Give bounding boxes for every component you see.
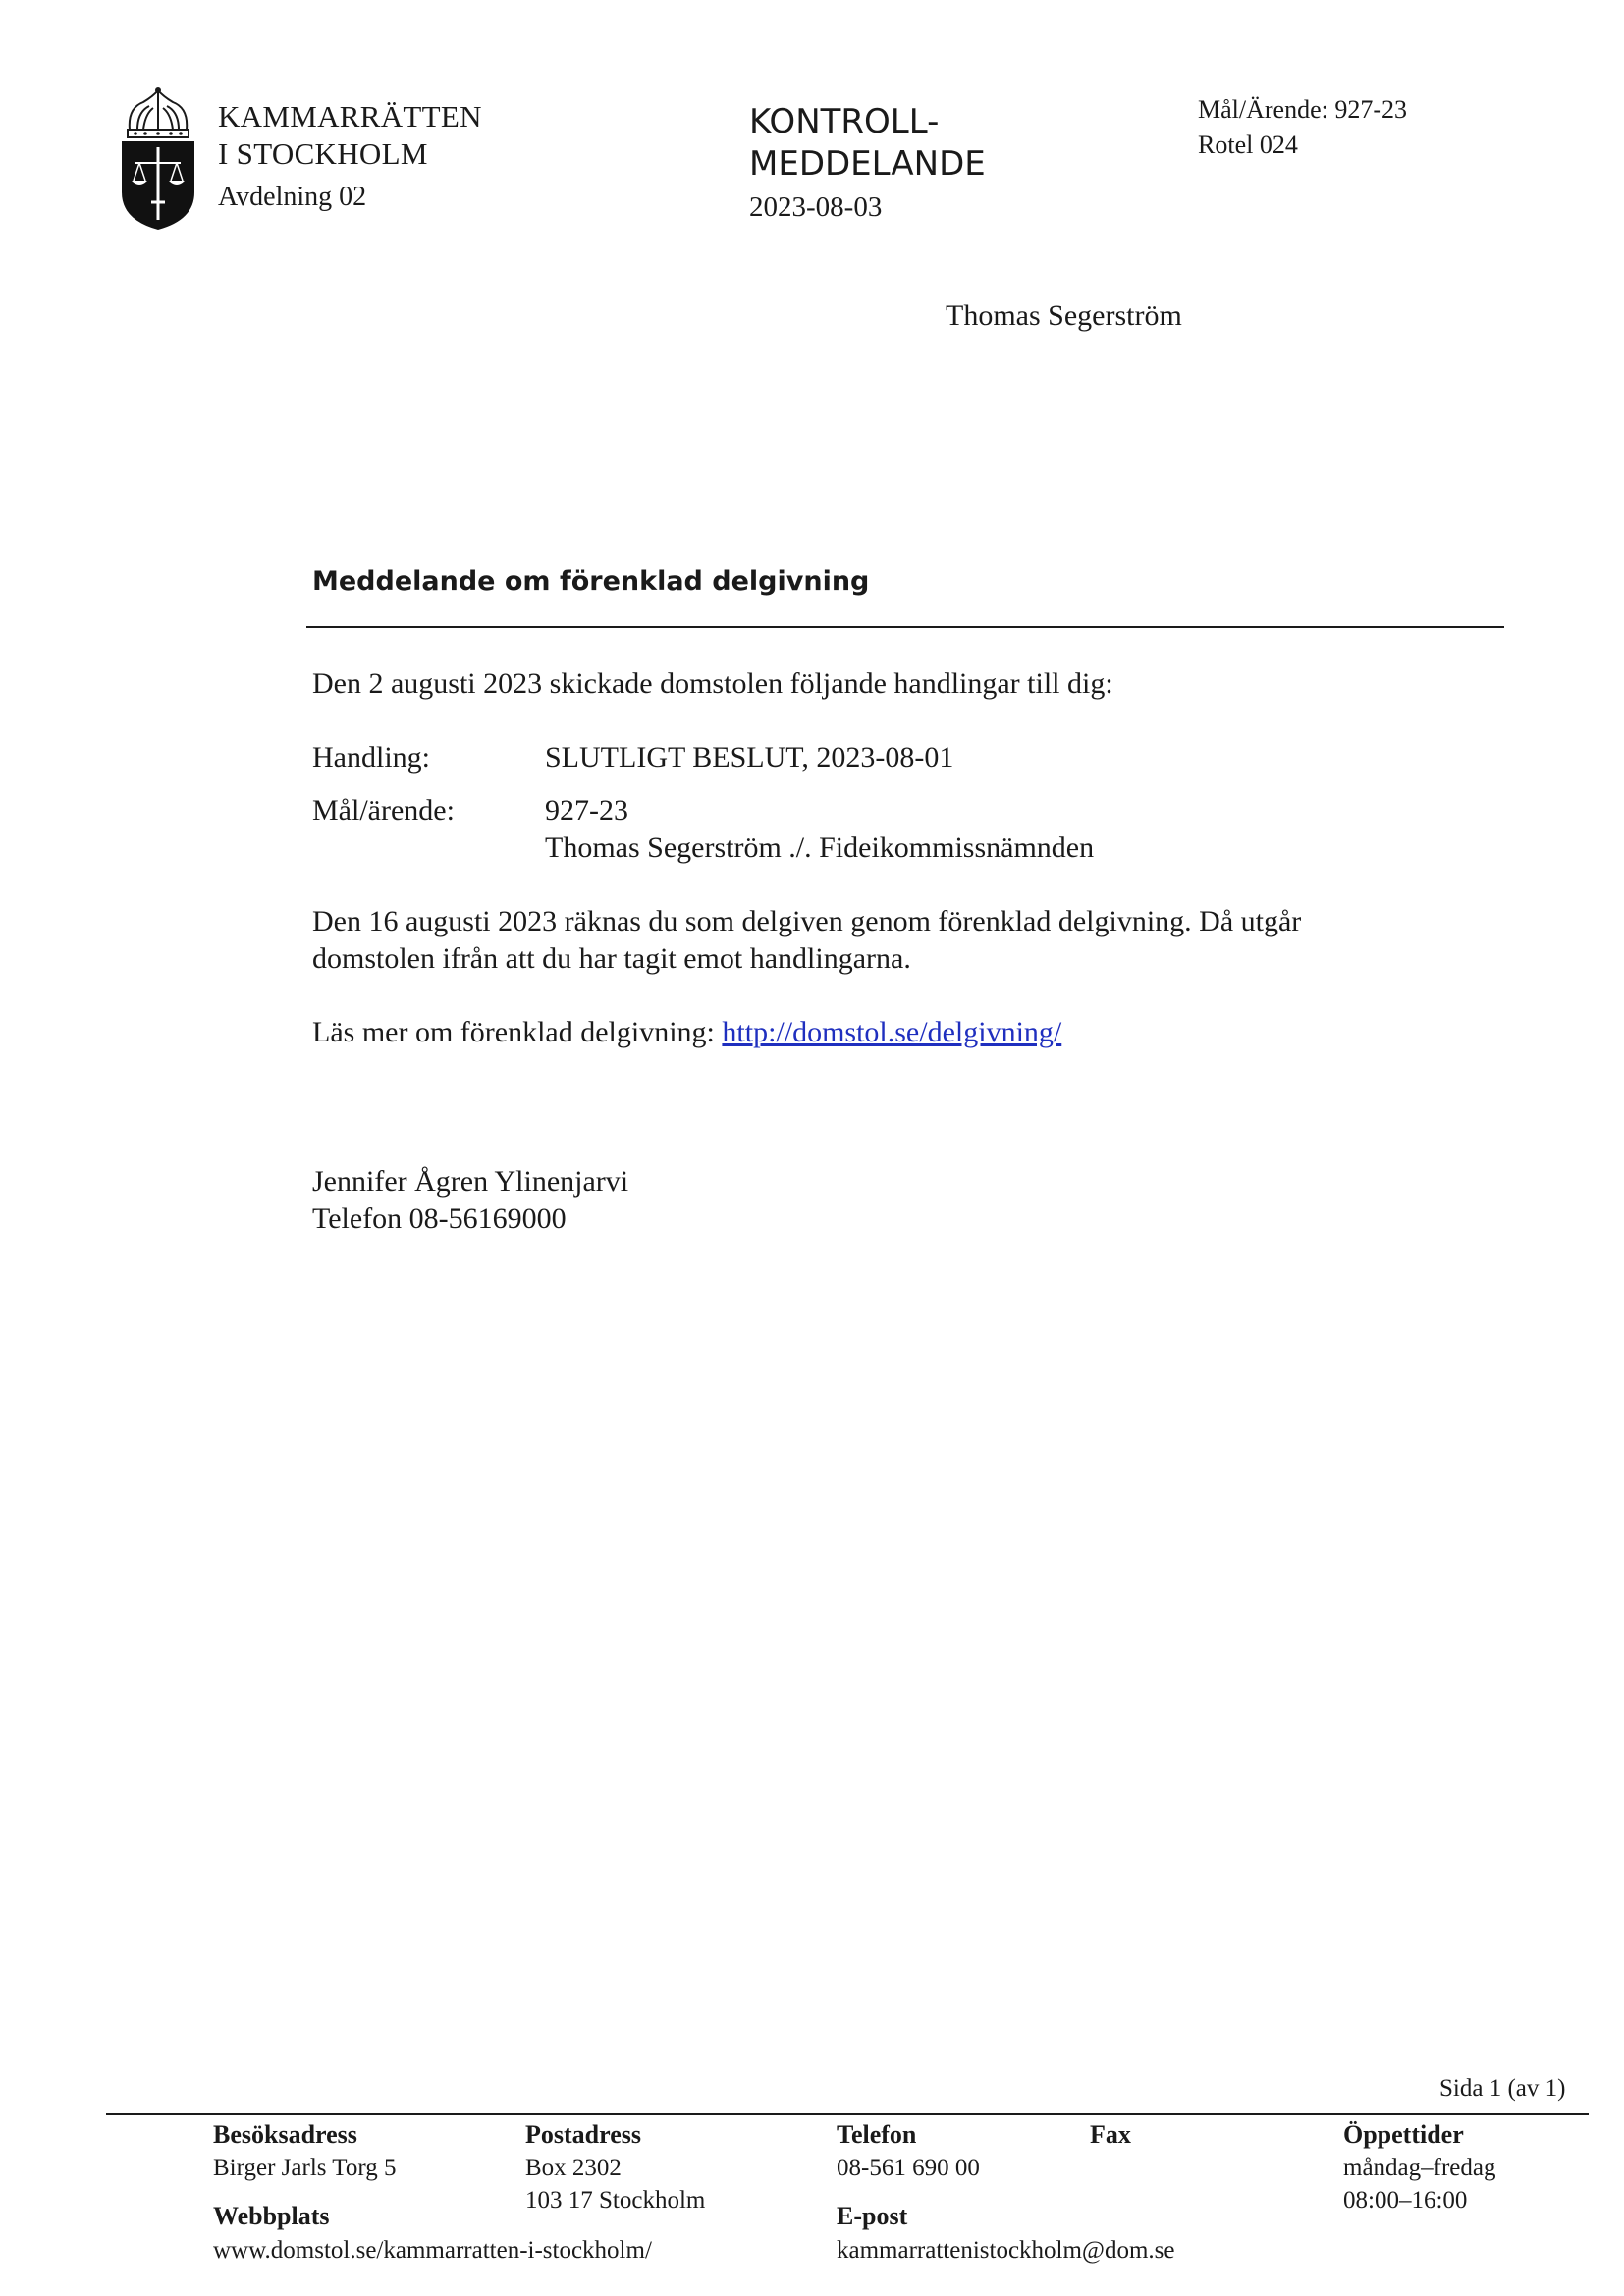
rotel-number: Rotel 024 [1198,131,1298,159]
signer-phone: Telefon 08-56169000 [312,1202,567,1235]
case-label: Mål/ärende: [312,794,455,827]
opening-hours-days: måndag–fredag [1343,2155,1496,2181]
postal-address-line1: Box 2302 [525,2155,622,2181]
court-name-line1: KAMMARRÄTTEN [218,99,482,133]
signer-name: Jennifer Ågren Ylinenjarvi [312,1165,629,1198]
heading-divider [306,626,1504,628]
service-paragraph-line1: Den 16 augusti 2023 räknas du som delgiven genom förenklad delgivning. Då utgår [312,905,1302,937]
document-type-line2: MEDDELANDE [749,144,986,184]
handling-label: Handling: [312,741,430,774]
email-value: kammarrattenistockholm@dom.se [837,2237,1175,2264]
website-value: www.domstol.se/kammarratten-i-stockholm/ [213,2237,652,2264]
postal-address-label: Postadress [525,2120,641,2149]
read-more-paragraph [312,1014,1061,1051]
document-type-line1: KONTROLL- [749,102,940,141]
case-number-value: 927-23 [545,794,628,827]
intro-paragraph: Den 2 augusti 2023 skickade domstolen följande handlingar till dig: [312,667,1113,700]
case-number: Mål/Ärende: 927-23 [1198,95,1408,124]
opening-hours-value [1343,2152,1495,2216]
visit-address-value: Birger Jarls Torg 5 [213,2155,397,2181]
phone-label: Telefon [837,2120,917,2149]
handling-value: SLUTLIGT BESLUT, 2023-08-01 [545,741,954,774]
read-more-text: Läs mer om förenklad delgivning: [312,1016,723,1048]
phone-value: 08-561 690 00 [837,2155,980,2181]
document-date: 2023-08-03 [749,191,883,223]
case-value [545,792,1094,867]
page-number: Sida 1 (av 1) [1439,2075,1566,2102]
signature-block [312,1163,628,1238]
postal-address-value [525,2152,705,2216]
opening-hours-label: Öppettider [1343,2120,1464,2149]
email-label: E-post [837,2202,908,2230]
service-paragraph-line2: domstolen ifrån att du har tagit emot handlingarna. [312,942,911,975]
footer-divider [106,2113,1589,2115]
opening-hours-time: 08:00–16:00 [1343,2187,1468,2214]
recipient-name: Thomas Segerström [946,299,1182,332]
delgivning-link[interactable]: http://domstol.se/delgivning/ [722,1016,1062,1048]
fax-label: Fax [1090,2120,1131,2149]
case-reference [1198,92,1407,163]
court-name [218,98,482,173]
letter-heading: Meddelande om förenklad delgivning [312,566,870,597]
postal-address-line2: 103 17 Stockholm [525,2187,706,2214]
visit-address-label: Besöksadress [213,2120,357,2149]
document-type [749,101,986,186]
website-label: Webbplats [213,2202,330,2230]
service-paragraph [312,903,1451,978]
court-name-line2: I STOCKHOLM [218,136,428,171]
court-division: Avdelning 02 [218,182,367,212]
court-coat-of-arms-icon [118,86,198,232]
case-parties: Thomas Segerström ./. Fideikommissnämnden [545,831,1095,864]
